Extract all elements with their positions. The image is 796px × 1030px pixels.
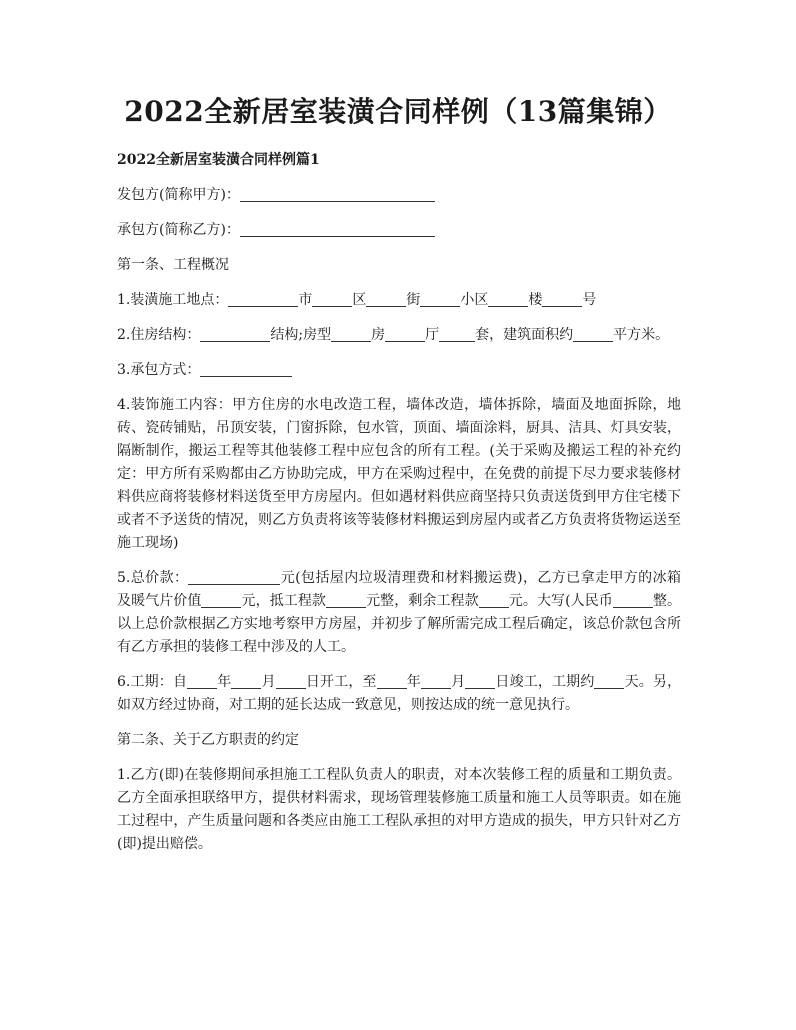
blank [420, 290, 460, 307]
blank [200, 325, 270, 342]
item5-price [117, 567, 681, 659]
item1-community: 小区 [460, 292, 489, 308]
item6-year2: 年 [406, 674, 421, 690]
item1-number: 号 [582, 292, 597, 308]
blank [613, 591, 653, 608]
item2-structure-label: 结构;房型 [270, 327, 332, 343]
item1-building: 楼 [528, 292, 543, 308]
party-a-blank [240, 185, 435, 202]
blank [366, 290, 406, 307]
party-b-label: 承包方(简称乙方)： [117, 222, 240, 238]
party-a-line [117, 184, 681, 207]
item3-prefix: 3.承包方式： [117, 362, 201, 378]
item1-prefix: 1.装潢施工地点： [117, 292, 229, 308]
item6-month2: 月 [450, 674, 466, 690]
blank [594, 672, 624, 689]
blank [439, 325, 475, 342]
blank [228, 290, 298, 307]
item1-city: 市 [298, 292, 313, 308]
blank [200, 360, 292, 377]
item5-part1: 元(包括屋内垃圾清理费和材料搬运费)，乙方已拿走甲方的冰箱及暖气片价值 [117, 570, 681, 609]
blank [231, 672, 261, 689]
item3-contract-method [117, 359, 681, 382]
item2-room: 房 [371, 327, 386, 343]
party-b-blank [240, 220, 435, 237]
item6-month1: 月 [261, 674, 276, 690]
blank [312, 290, 352, 307]
blank [276, 672, 306, 689]
item5-part3: 元整，剩余工程款 [366, 593, 479, 609]
item5-part4: 元。大写(人民币 [508, 593, 613, 609]
blank [377, 672, 407, 689]
item2-prefix: 2.住房结构： [117, 327, 201, 343]
item1-district: 区 [352, 292, 367, 308]
item6-day2: 日竣工，工期约 [495, 674, 595, 690]
party-a-label: 发包方(简称甲方)： [117, 187, 240, 203]
item6-prefix: 6.工期：自 [117, 674, 188, 690]
item2-suite-area: 套，建筑面积约 [475, 327, 574, 343]
blank [465, 672, 495, 689]
item5-prefix: 5.总价款： [117, 570, 189, 586]
item2-hall: 厅 [425, 327, 440, 343]
blank [326, 591, 366, 608]
document-body [117, 150, 681, 868]
blank [573, 325, 613, 342]
item6-year1: 年 [217, 674, 232, 690]
blank [187, 672, 217, 689]
blank [201, 591, 241, 608]
blank [479, 591, 509, 608]
article1-heading: 第一条、工程概况 [117, 257, 229, 273]
item5-part2: 元，抵工程款 [241, 593, 327, 609]
party-b-line [117, 219, 681, 242]
item6-day1: 日开工，至 [305, 674, 377, 690]
item5-part5: 整。以上总价款根据乙方实地考察甲方房屋，并初步了解所需完成工程后确定，该总价款包含所有乙方承担的装修工程中涉及的人工。 [117, 593, 682, 655]
item6-suffix: 天。另，如双方经过协商，对工期的延长达成一致意见，则按达成的统一意见执行。 [117, 674, 682, 713]
item4-content: 4.装饰施工内容：甲方住房的水电改造工程，墙体改造，墙体拆除，墙面及地面拆除，地砖、瓷砖铺贴，吊顶安装，门窗拆除，包水管，顶面、墙面涂料，厨具、洁具、灯具安装，隔断制作，搬运工程等其他装修工程中应包含的所有工程。(关于采购及搬运工程的补充约定：甲方所有采购都由乙方协助完成，甲方在采购过程中，在免费的前提下尽力要求装修材料供应商将装修材料送货至甲方房屋内。但如遇材料供应商坚持只负责送货到甲方住宅楼下或者不予送货的情况，则乙方负责将该等装修材料搬运到房屋内或者乙方负责将货物运送至施工现场) [117, 397, 681, 551]
document-title: 2022全新居室装潢合同样例（13篇集锦） [124, 95, 672, 128]
item2-structure [117, 324, 681, 347]
blank [331, 325, 371, 342]
blank [385, 325, 425, 342]
blank [421, 672, 451, 689]
section-subtitle: 2022全新居室装潢合同样例篇1 [117, 152, 320, 168]
blank [488, 290, 528, 307]
article2-heading: 第二条、关于乙方职责的约定 [117, 732, 299, 748]
article2-item1: 1.乙方(即)在装修期间承担施工工程队负责人的职责，对本次装修工程的质量和工期负责。乙方全面承担联络甲方，提供材料需求，现场管理装修施工质量和施工人员等职责。如在施工过程中，产生质量问题和各类应由施工工程队承担的对甲方造成的损失，甲方只针对乙方(即)提出赔偿。 [117, 767, 681, 852]
item1-location [117, 289, 681, 312]
blank [188, 568, 280, 585]
blank [542, 290, 582, 307]
item2-unit: 平方米。 [613, 327, 670, 343]
item6-schedule [117, 671, 681, 717]
item1-street: 街 [406, 292, 421, 308]
